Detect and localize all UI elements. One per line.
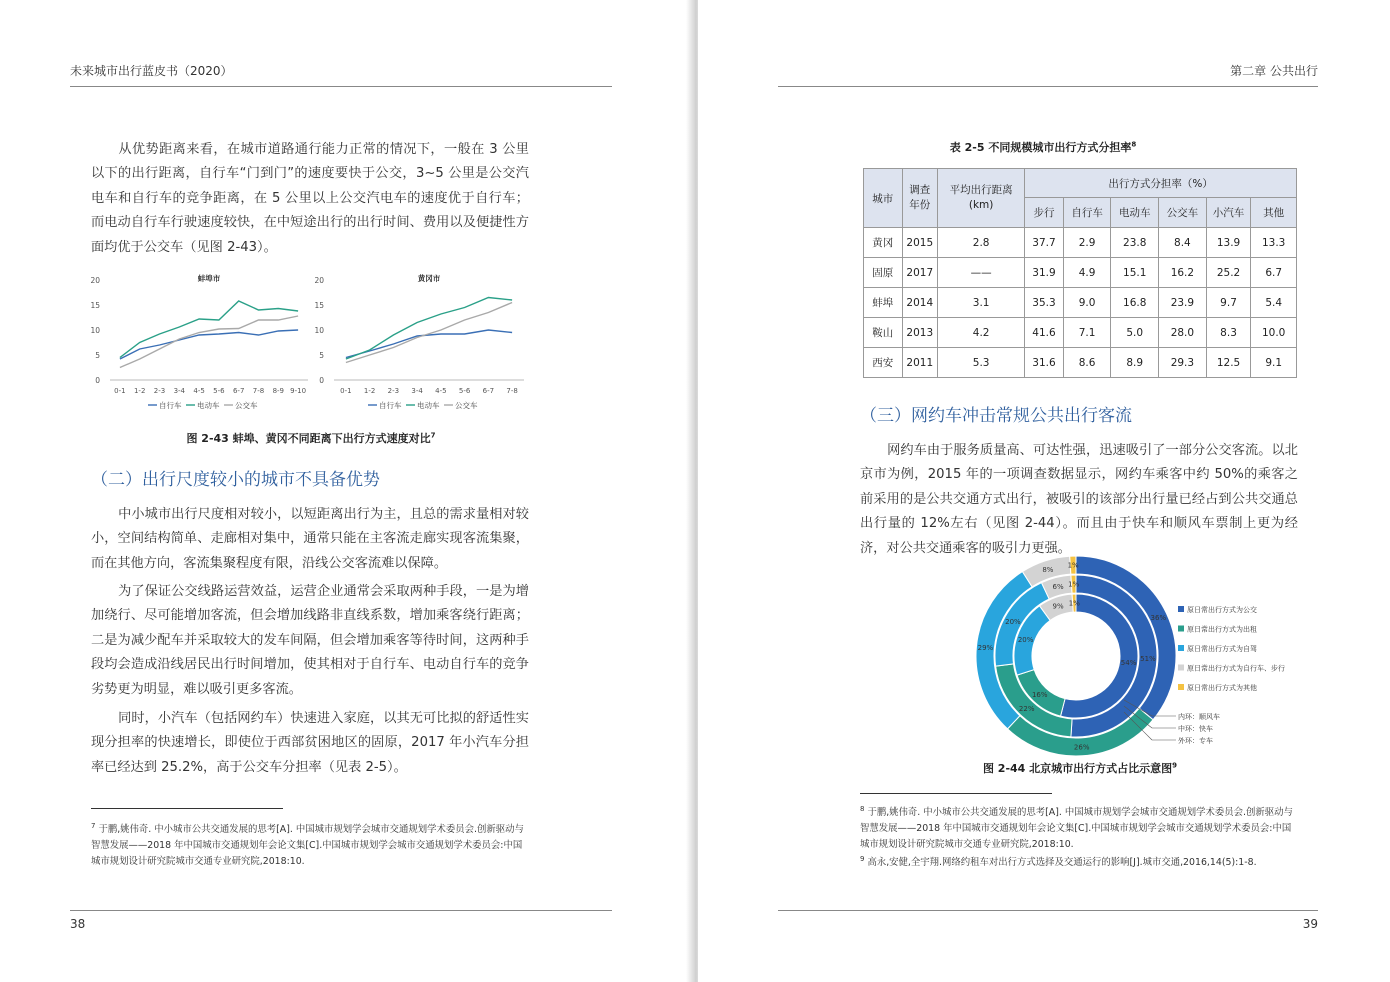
legend-label: 自行车 — [159, 401, 182, 410]
slice-label: 1% — [1067, 561, 1079, 570]
slice-label: 16% — [1031, 691, 1048, 700]
slice-label: 1% — [1068, 599, 1080, 608]
legend-label: 公交车 — [455, 401, 478, 410]
legend-label: 原日常出行方式为自驾 — [1187, 645, 1257, 653]
slice-label: 22% — [1018, 704, 1035, 713]
table-cell: 31.9 — [1025, 258, 1064, 288]
paragraph: 为了保证公交线路运营效益，运营企业通常会采取两种手段，一是为增加绕行、尽可能增加客流，但会增加线路非直线系数，增加乘客绕行距离；二是为减少配车并采取较大的发车间隔，但会增加乘客等待时间，这两种手段均会造成沿线居民出行时间增加，使其相对于自行车、电动自行车的竞争劣势更为明显，难以吸引更多客流。 — [91, 584, 529, 697]
table-cell: 2014 — [902, 288, 937, 318]
x-tick-label: 3-4 — [411, 387, 423, 395]
table-cell: —— — [938, 258, 1025, 288]
slice-label: 6% — [1052, 582, 1064, 591]
slice-label: 9% — [1052, 602, 1064, 611]
table-cell: 29.3 — [1159, 348, 1207, 378]
footer-rule — [778, 910, 1318, 911]
table-cell: 8.9 — [1111, 348, 1159, 378]
slice-label: 20% — [1005, 617, 1021, 626]
header-3: 公交车 — [1159, 198, 1207, 228]
series-line-0 — [120, 330, 298, 359]
legend-swatch — [1178, 684, 1184, 690]
table-cell: 10.0 — [1251, 318, 1297, 348]
x-tick-label: 2-3 — [153, 387, 166, 395]
header-0: 步行 — [1025, 198, 1064, 228]
x-tick-label: 9-10 — [290, 387, 307, 395]
table-cell: 23.8 — [1111, 228, 1159, 258]
legend-label: 电动车 — [417, 401, 440, 410]
paragraph: 中小城市出行尺度相对较小，以短距离出行为主，且总的需求量相对较小，空间结构简单、走廊相对集中，通常只能在主客流走廊实现客流集聚，而在其他方向，客流集聚程度有限，沿线公交客流难以保障。 — [91, 507, 529, 571]
section-title: （三）网约车冲击常规公共出行客流 — [860, 406, 1132, 426]
table-cell: 41.6 — [1025, 318, 1064, 348]
slice-label: 20% — [1017, 636, 1034, 645]
x-tick-label: 0-1 — [114, 387, 126, 395]
table-cell: 西安 — [864, 348, 903, 378]
table-cell: 31.6 — [1025, 348, 1064, 378]
table-row — [864, 348, 1297, 378]
header-2: 电动车 — [1111, 198, 1159, 228]
y-tick-label: 15 — [90, 301, 100, 310]
y-tick-label: 20 — [90, 276, 100, 285]
header-city: 城市 — [864, 169, 903, 228]
footnote: $^9$ 高永,安健,全宇翔.网络约租车对出行方式选择及交通运行的影响[J].城市交通,2016,14(5):1-8. — [860, 855, 1257, 869]
paragraph: 同时，小汽车（包括网约车）快速进入家庭，以其无可比拟的舒适性实现分担率的快速增长，即使位于西部贫困地区的固原，2017 年小汽车分担率已经达到 25.2%，高于公交车分担率（见表 2-5）。 — [91, 711, 529, 775]
table-cell: 2017 — [902, 258, 937, 288]
running-header: 第二章 公共出行 — [1230, 64, 1318, 78]
footer-rule — [70, 910, 612, 911]
page-number: 39 — [1302, 917, 1318, 931]
table-cell: 鞍山 — [864, 318, 903, 348]
legend-label: 电动车 — [197, 401, 220, 410]
table-cell: 4.2 — [938, 318, 1025, 348]
table-cell: 23.9 — [1159, 288, 1207, 318]
footnote-rule — [91, 808, 283, 809]
x-tick-label: 6-7 — [482, 387, 495, 395]
x-tick-label: 4-5 — [193, 387, 205, 395]
table-cell: 2.9 — [1063, 228, 1111, 258]
legend-label: 自行车 — [379, 401, 402, 410]
table-row — [864, 228, 1297, 258]
table-body — [864, 228, 1297, 378]
ring-label: 内环：顺风车 — [1178, 713, 1220, 721]
right-page — [698, 0, 1390, 982]
table-cell: 5.3 — [938, 348, 1025, 378]
line-chart-huanggang — [312, 268, 532, 416]
footnote-rule — [860, 793, 1052, 794]
slice-label: 8% — [1042, 565, 1054, 574]
table-title: 表 2-5 不同规模城市出行方式分担率$^8$ — [949, 140, 1137, 154]
header-distance: 平均出行距离(km) — [938, 169, 1025, 228]
legend-label: 原日常出行方式为自行车、步行 — [1187, 664, 1285, 673]
slice-label: 26% — [1073, 743, 1090, 752]
y-tick-label: 10 — [90, 326, 100, 335]
section-title: （二）出行尺度较小的城市不具备优势 — [91, 470, 380, 490]
legend-swatch — [1178, 645, 1184, 651]
table-cell: 6.7 — [1251, 258, 1297, 288]
slice-label: 54% — [1120, 659, 1137, 668]
table-cell: 12.5 — [1206, 348, 1251, 378]
y-tick-label: 10 — [314, 326, 324, 335]
x-tick-label: 4-5 — [435, 387, 447, 395]
x-tick-label: 1-2 — [133, 387, 146, 395]
y-tick-label: 0 — [95, 376, 100, 385]
x-tick-label: 2-3 — [387, 387, 400, 395]
donut-chart — [977, 561, 1314, 752]
table-cell: 2.8 — [938, 228, 1025, 258]
table-cell: 3.1 — [938, 288, 1025, 318]
table-cell: 13.3 — [1251, 228, 1297, 258]
left-page — [0, 0, 692, 982]
table-cell: 8.6 — [1063, 348, 1111, 378]
header-1: 自行车 — [1063, 198, 1111, 228]
header-share-group: 出行方式分担率（%） — [1025, 169, 1297, 198]
header-year: 调查年份 — [902, 169, 937, 228]
x-tick-label: 5-6 — [213, 387, 225, 395]
paragraph: 从优势距离来看，在城市道路通行能力正常的情况下，一般在 3 公里以下的出行距离，自行车“门到门”的速度要快于公交，3~5 公里是公交汽电车和自行车的竞争距离，在 5 公里以上公交汽电车的速度优于自行车；而电动自行车行驶速度较快，在中短途出行的出行时间、费用以及便捷性方面均优于公交车（见图 2-43）。 — [91, 142, 529, 255]
table-cell: 2011 — [902, 348, 937, 378]
legend-swatch — [1178, 606, 1184, 612]
line-chart-bengbu — [86, 268, 311, 416]
x-tick-label: 5-6 — [458, 387, 471, 395]
legend-label: 公交车 — [235, 401, 258, 410]
table-cell: 蚌埠 — [864, 288, 903, 318]
x-tick-label: 8-9 — [272, 387, 285, 395]
y-tick-label: 5 — [319, 351, 324, 360]
slice-label: 29% — [977, 643, 994, 652]
header-rule — [778, 86, 1318, 87]
table-cell: 7.1 — [1063, 318, 1111, 348]
series-line-1 — [120, 301, 298, 358]
series-line-2 — [346, 303, 512, 363]
y-tick-label: 5 — [95, 351, 100, 360]
x-tick-label: 6-7 — [232, 387, 245, 395]
table-cell: 15.1 — [1111, 258, 1159, 288]
slice-label: 51% — [1140, 654, 1156, 663]
footnote: $^8$ 于鹏,姚伟奇. 中小城市公共交通发展的思考[A]. 中国城市规划学会城市交通规划学术委员会.创新驱动与智慧发展——2018 年中国城市交通规划年会论文集[C].中国城市规划学会城市交通规划学术委员会:中国城市规划设计研究院城市交通专业研究院,2018:10. — [860, 805, 1293, 851]
table-cell: 5.4 — [1251, 288, 1297, 318]
x-tick-label: 1-2 — [363, 387, 376, 395]
table-cell: 25.2 — [1206, 258, 1251, 288]
chart-title: 黄冈市 — [417, 274, 441, 283]
legend-label: 原日常出行方式为出租 — [1187, 625, 1257, 634]
table-cell: 8.3 — [1206, 318, 1251, 348]
table-cell: 9.7 — [1206, 288, 1251, 318]
running-header: 未来城市出行蓝皮书（2020） — [70, 64, 233, 78]
table-cell: 28.0 — [1159, 318, 1207, 348]
mode-share-table — [863, 168, 1297, 378]
header-rule — [70, 86, 612, 87]
x-tick-label: 0-1 — [340, 387, 352, 395]
table-cell: 2013 — [902, 318, 937, 348]
table-cell: 黄冈 — [864, 228, 903, 258]
legend-swatch — [1178, 665, 1184, 671]
table-cell: 37.7 — [1025, 228, 1064, 258]
table-cell: 8.4 — [1159, 228, 1207, 258]
table-row — [864, 318, 1297, 348]
x-tick-label: 3-4 — [173, 387, 186, 395]
figure-caption: 图 2-43 蚌埠、黄冈不同距离下出行方式速度对比$^7$ — [186, 431, 436, 445]
page-number: 38 — [70, 917, 86, 931]
series-line-2 — [120, 316, 298, 368]
table-cell: 9.1 — [1251, 348, 1297, 378]
header-5: 其他 — [1251, 198, 1297, 228]
legend-swatch — [1178, 626, 1184, 632]
slice-label: 36% — [1150, 613, 1167, 622]
table-cell: 16.8 — [1111, 288, 1159, 318]
table-row — [864, 258, 1297, 288]
ring-label: 中环：快车 — [1178, 725, 1213, 733]
x-tick-label: 7-8 — [506, 387, 518, 395]
y-tick-label: 20 — [314, 276, 324, 285]
series-line-1 — [346, 298, 512, 360]
table-cell: 13.9 — [1206, 228, 1251, 258]
chart-title: 蚌埠市 — [197, 274, 221, 283]
table-cell: 2015 — [902, 228, 937, 258]
slice-label: 1% — [1068, 580, 1080, 589]
figure-caption: 图 2-44 北京城市出行方式占比示意图$^9$ — [982, 761, 1178, 775]
x-tick-label: 7-8 — [252, 387, 265, 395]
legend-label: 原日常出行方式为公交 — [1187, 606, 1257, 614]
table-cell: 固原 — [864, 258, 903, 288]
table-cell: 16.2 — [1159, 258, 1207, 288]
table-cell: 5.0 — [1111, 318, 1159, 348]
table-row — [864, 288, 1297, 318]
table-cell: 9.0 — [1063, 288, 1111, 318]
legend-label: 原日常出行方式为其他 — [1187, 684, 1257, 692]
y-tick-label: 0 — [319, 376, 324, 385]
table-cell: 35.3 — [1025, 288, 1064, 318]
y-tick-label: 15 — [314, 301, 324, 310]
footnote: $^7$ 于鹏,姚伟奇. 中小城市公共交通发展的思考[A]. 中国城市规划学会城市交通规划学术委员会.创新驱动与智慧发展——2018 年中国城市交通规划年会论文集[C].中国城市规划学会城市交通规划学术委员会:中国城市规划设计研究院城市交通专业研究院,2018:10. — [91, 822, 524, 868]
table-cell: 4.9 — [1063, 258, 1111, 288]
header-4: 小汽车 — [1206, 198, 1251, 228]
ring-label: 外环：专车 — [1178, 737, 1213, 745]
paragraph: 网约车由于服务质量高、可达性强，迅速吸引了一部分公交客流。以北京市为例，2015 年的一项调查数据显示，网约车乘客中约 50%的乘客之前采用的是公共交通方式出行，被吸引的该部分出行量已经占到公共交通总出行量的 12%左右（见图 2-44）。而且由于快车和顺风车票制上更为经济，对公共交通乘客的吸引力更强。 — [860, 443, 1298, 556]
